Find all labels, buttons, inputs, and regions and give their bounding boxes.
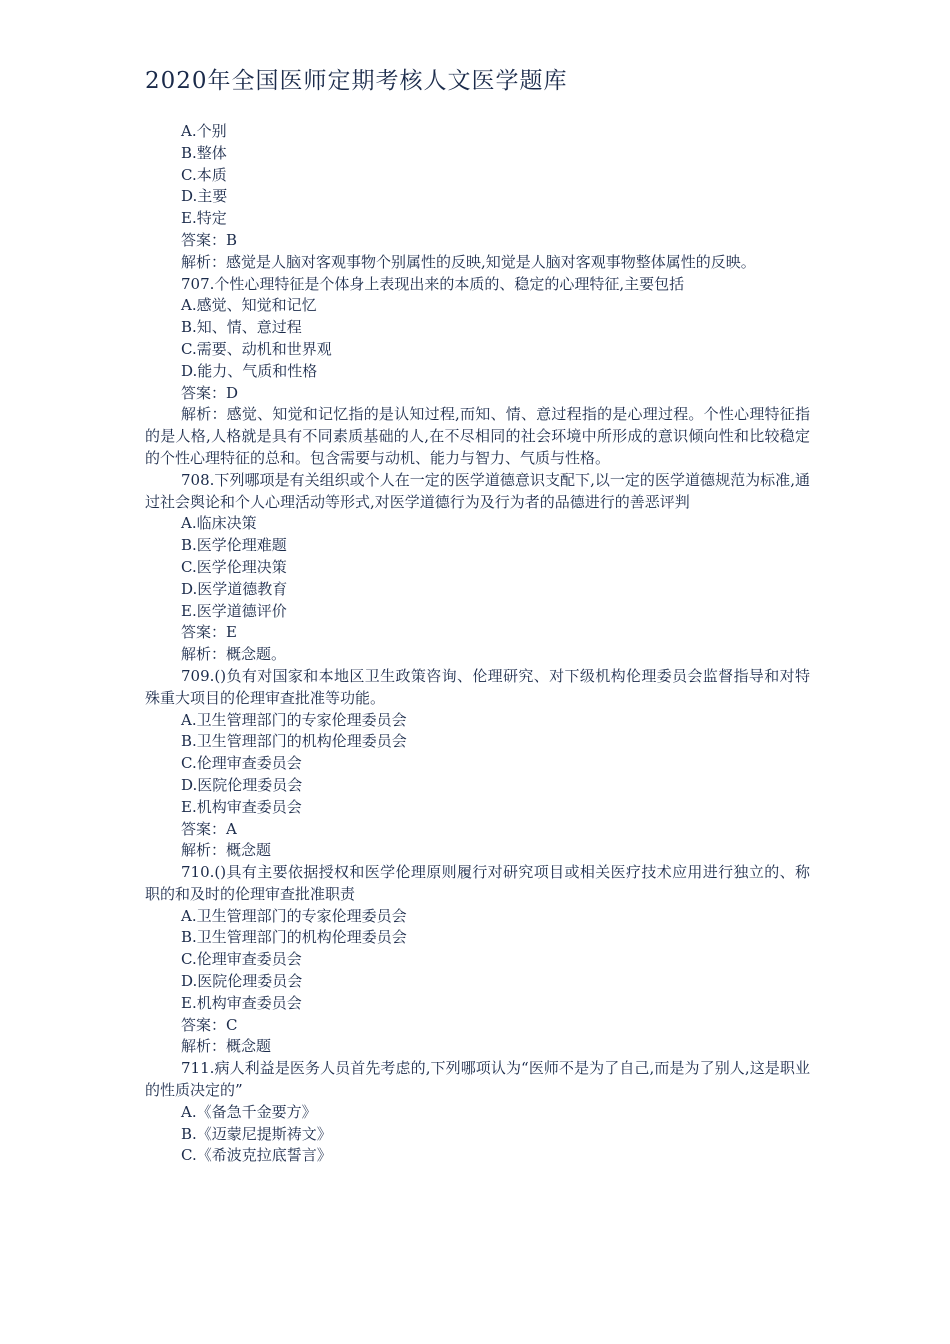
text-line: B.医学伦理难题 <box>181 536 287 555</box>
text-paragraph: 707.个性心理特征是个体身上表现出来的本质的、稳定的心理特征,主要包括 <box>181 274 685 293</box>
text-line: 答案：B <box>181 230 238 249</box>
page-title: 2020年全国医师定期考核人文医学题库 <box>145 68 568 94</box>
text-line: A.卫生管理部门的专家伦理委员会 <box>181 710 407 729</box>
text-line: C.医学伦理决策 <box>181 557 287 576</box>
text-line: A.临床决策 <box>181 514 257 533</box>
text-line: D.能力、气质和性格 <box>181 361 318 380</box>
text-line: D.医院伦理委员会 <box>181 972 303 991</box>
text-paragraph: 解析：感觉、知觉和记忆指的是认知过程,而知、情、意过程指的是心理过程。个性心理特征指的是人格,人格就是具有不同素质基础的人,在不尽相同的社会环境中所形成的意识倾向性和比较稳定的个性心理特征的总和。包含需要与动机、能力与智力、气质与性格。 <box>145 405 810 467</box>
text-line: B.《迈蒙尼提斯祷文》 <box>181 1124 332 1143</box>
text-line: B.卫生管理部门的机构伦理委员会 <box>181 732 407 751</box>
text-line: C.《希波克拉底誓言》 <box>181 1146 332 1165</box>
text-line: 解析：概念题 <box>181 841 272 860</box>
text-line: E.特定 <box>181 209 227 228</box>
text-line: E.医学道德评价 <box>181 601 287 620</box>
text-line: C.伦理审查委员会 <box>181 950 302 969</box>
text-line: B.卫生管理部门的机构伦理委员会 <box>181 928 407 947</box>
text-line: D.医学道德教育 <box>181 579 288 598</box>
text-paragraph: 711.病人利益是医务人员首先考虑的,下列哪项认为“医师不是为了自己,而是为了别人,这是职业的性质决定的” <box>145 1059 810 1100</box>
text-line: A.卫生管理部门的专家伦理委员会 <box>181 906 407 925</box>
text-line: 解析：概念题 <box>181 1037 272 1056</box>
text-line: B.知、情、意过程 <box>181 318 302 337</box>
text-line: A.个别 <box>181 122 227 140</box>
text-line: 答案：A <box>181 819 237 838</box>
text-line: C.伦理审查委员会 <box>181 754 302 773</box>
document-body <box>145 121 810 1167</box>
text-line: D.主要 <box>181 187 228 206</box>
text-line: B.整体 <box>181 143 227 162</box>
text-paragraph: 710.()具有主要依据授权和医学伦理原则履行对研究项目或相关医疗技术应用进行独立的、称职的和及时的伦理审查批准职责 <box>145 863 810 903</box>
text-paragraph: 解析：感觉是人脑对客观事物个别属性的反映,知觉是人脑对客观事物整体属性的反映。 <box>181 252 756 271</box>
text-line: E.机构审查委员会 <box>181 797 302 816</box>
text-line: C.本质 <box>181 165 227 184</box>
text-line: A.《备急千金要方》 <box>181 1102 317 1121</box>
text-line: E.机构审查委员会 <box>181 993 302 1012</box>
text-paragraph: 709.()负有对国家和本地区卫生政策咨询、伦理研究、对下级机构伦理委员会监督指导和对特殊重大项目的伦理审查批准等功能。 <box>145 666 810 707</box>
text-line: 解析：概念题。 <box>181 645 287 664</box>
text-line: 答案：D <box>181 383 239 402</box>
text-line: 答案：C <box>181 1015 238 1034</box>
text-line: 答案：E <box>181 623 237 642</box>
text-line: A.感觉、知觉和记忆 <box>181 296 317 315</box>
text-line: D.医院伦理委员会 <box>181 775 303 794</box>
text-line: C.需要、动机和世界观 <box>181 339 332 358</box>
text-paragraph: 708.下列哪项是有关组织或个人在一定的医学道德意识支配下,以一定的医学道德规范为标准,通过社会舆论和个人心理活动等形式,对医学道德行为及行为者的品德进行的善恶评判 <box>145 470 810 511</box>
